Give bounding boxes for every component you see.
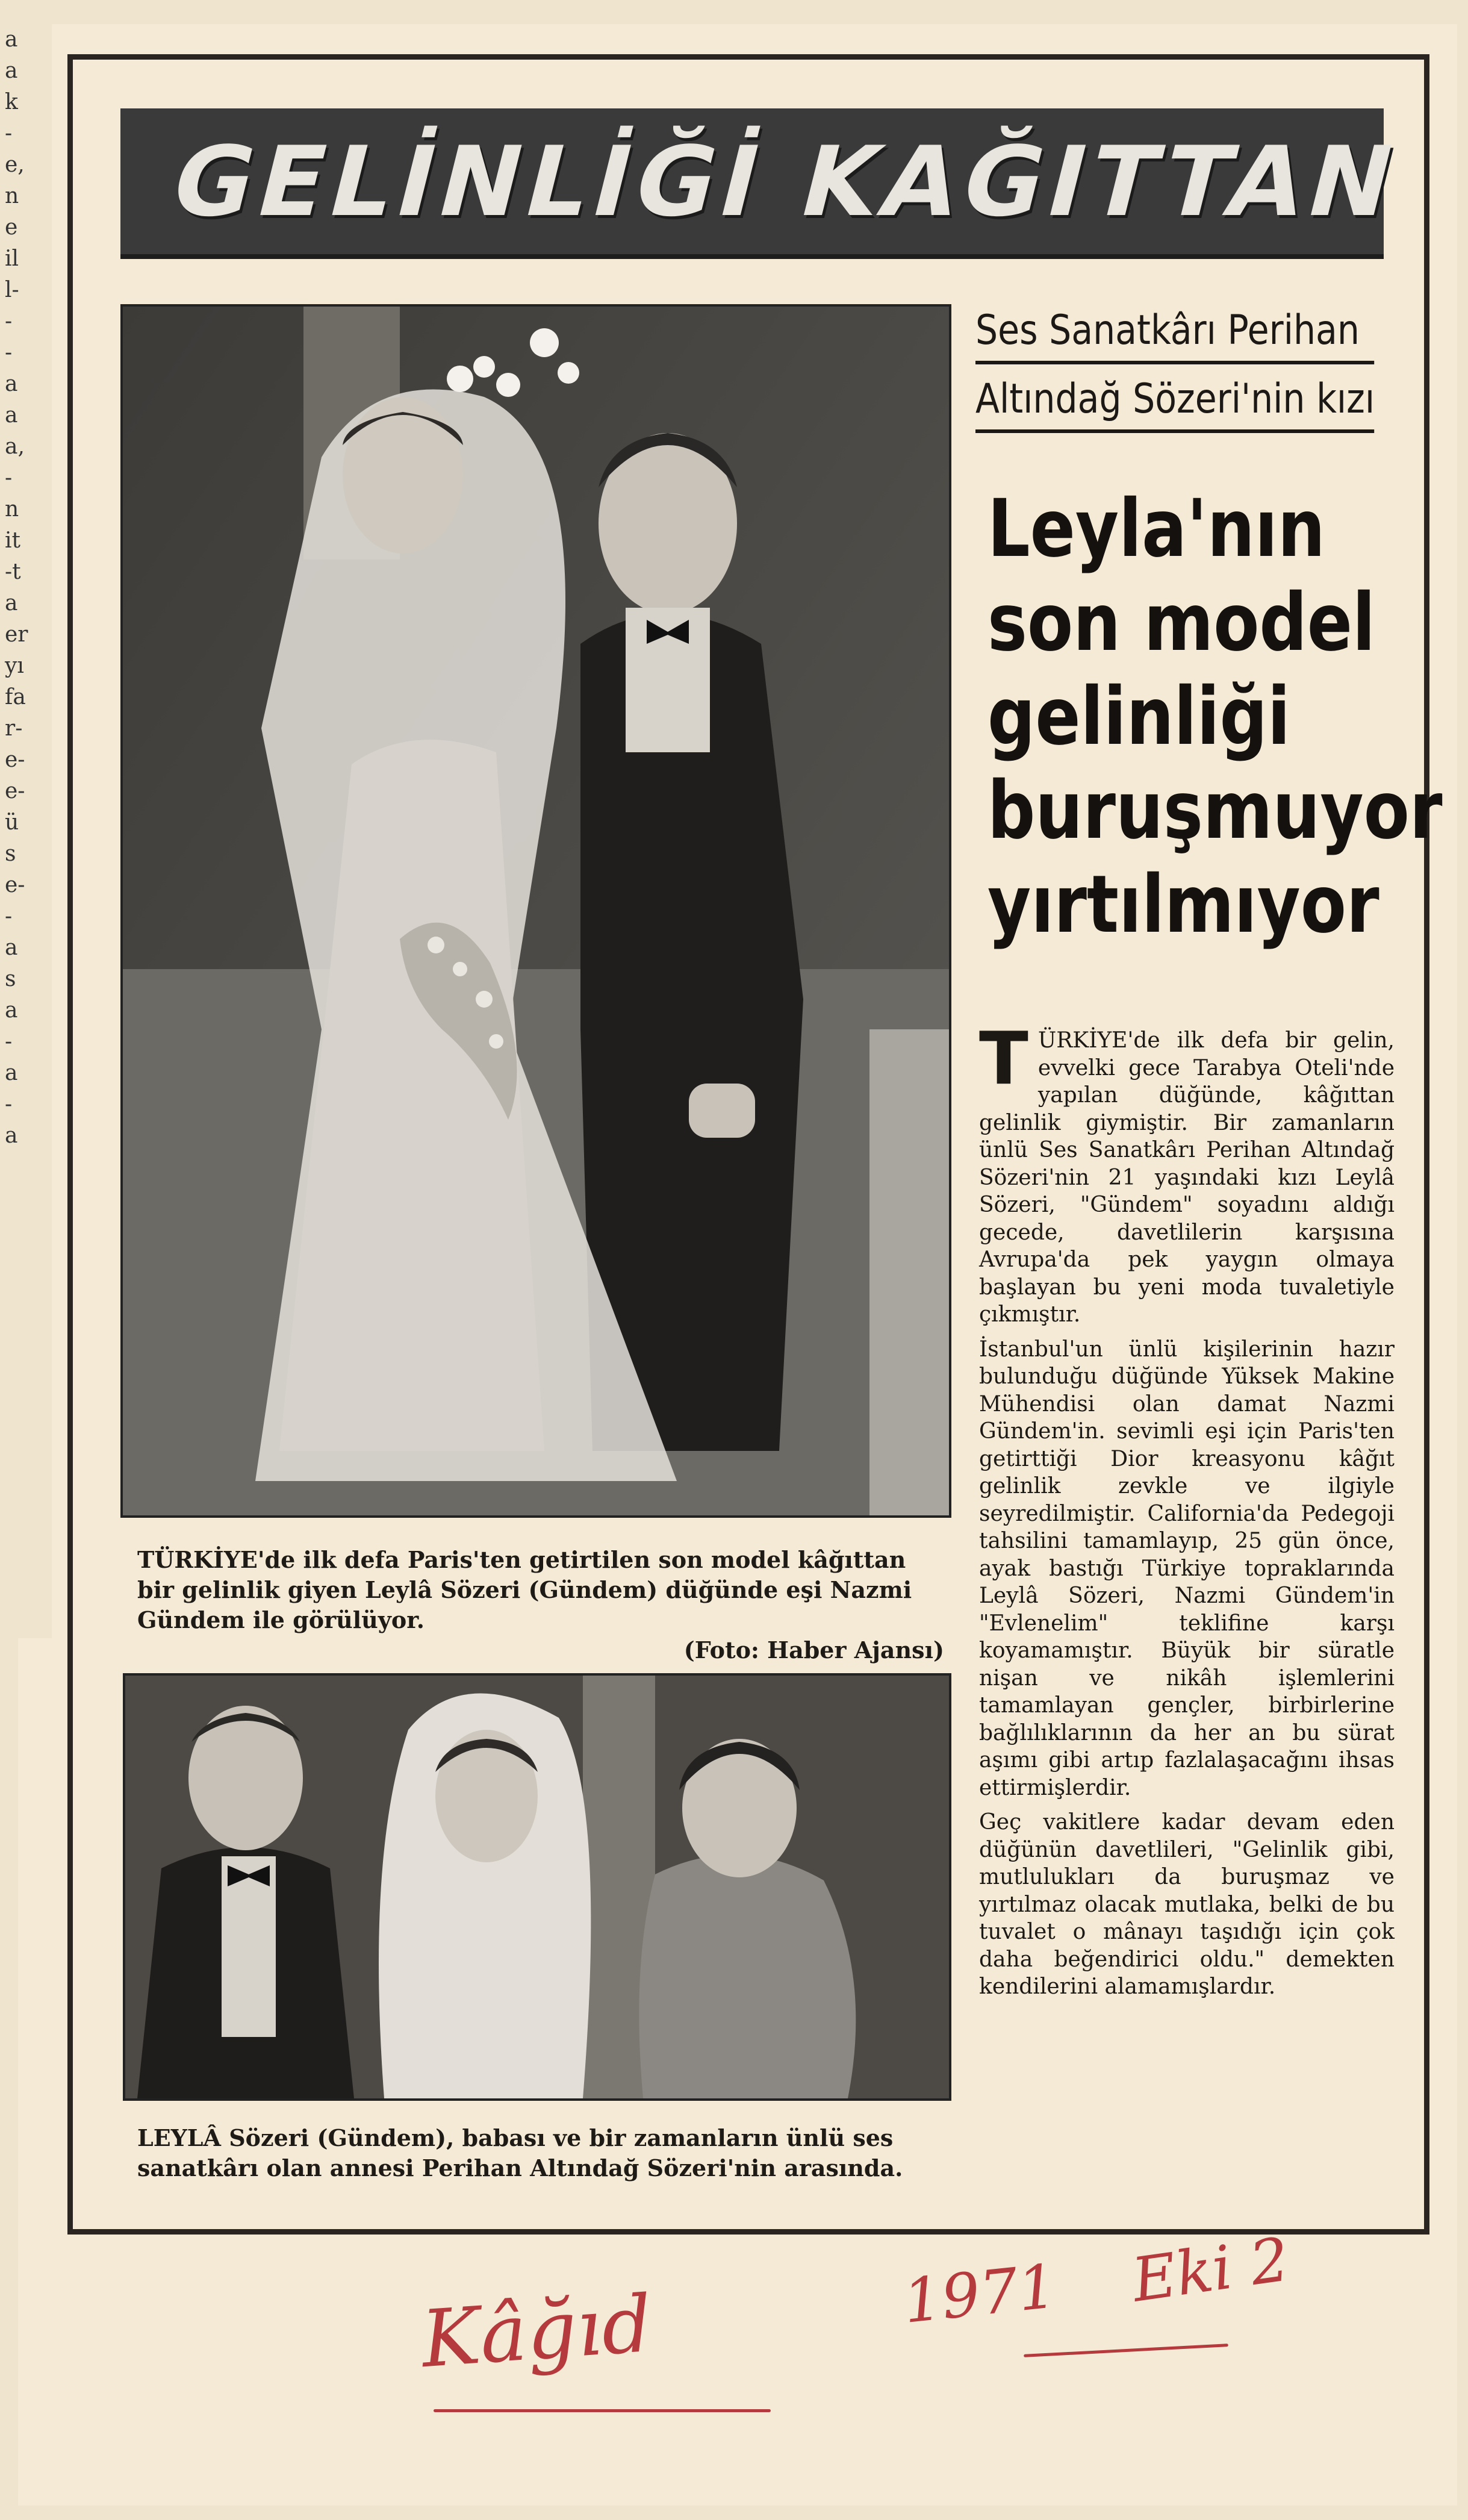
headline-line: son model	[987, 576, 1376, 669]
margin-fragment: -	[5, 904, 13, 929]
photo1-caption	[137, 1545, 944, 1665]
article-kicker	[975, 304, 1375, 441]
photo2-caption	[137, 2123, 944, 2183]
drop-cap: T	[979, 1017, 1028, 1101]
margin-fragment: a	[5, 998, 18, 1023]
margin-fragment: -	[5, 121, 13, 146]
article-body	[979, 1017, 1395, 2008]
article-title: GELİNLİĞİ KAĞITTAN	[160, 125, 1411, 238]
margin-fragment: er	[5, 622, 28, 647]
paragraph-1-text: ÜRKİYE'de ilk defa bir gelin, evvelki gece Tarabya Oteli'nde yapılan düğünde, kâğıttan gelinlik giymiştir. Bir zamanların ünlü Ses Sanatkârı Perihan Altındağ Sözeri'nin 21 yaşındaki kızı Leylâ Sözeri, "Gündem" soyadını aldığı gecede, davetlilerin karşısına Avrupa'da pek yaygın olmaya başlayan bu yeni moda tuvaletiyle çıkmıştır.	[979, 1028, 1395, 1327]
margin-fragment: e-	[5, 779, 25, 803]
photo-credit: (Foto: Haber Ajansı)	[683, 1636, 944, 1664]
margin-fragment: k	[5, 90, 18, 114]
margin-fragment: -	[5, 1092, 13, 1117]
wedding-couple-photo-illustration	[123, 307, 949, 1515]
wedding-couple-photo	[120, 304, 951, 1518]
bride-with-parents-illustration	[125, 1676, 949, 2098]
margin-fragment: -	[5, 309, 13, 334]
margin-fragment: a	[5, 591, 18, 616]
article-paragraph-2: İstanbul'un ünlü kişilerinin hazır bulunduğu düğünde Yüksek Makine Mühendisi olan damat Nazmi Gündem'in. sevimli eşi için Paris'ten getirttiği Dior kreasyonu kâğıt gelinlik zevkle ve ilgiyle seyredilmiştir. California'da Pedegoji tahsilini tamamlayıp, 25 gün önce, ayak bastığı Türkiye topraklarında Leylâ Sözeri, Nazmi Gündem'in "Evlenelim" teklifine karşı koyamamıştır. Büyük bir süratle nişan ve nikâh işlemlerini tamamlayan gençler, birbirlerine bağlılıklarının da her an bu sürat aşımı gibi artıp fazlalaşacağını ihsas ettirmişlerdir.	[979, 1336, 1395, 1800]
photo1-caption-text: TÜRKİYE'de ilk defa Paris'ten getirtilen son model kâğıttan bir gelinlik giyen Leylâ Sözeri (Gündem) düğünde eşi Nazmi Gündem ile görülüyor.	[137, 1546, 912, 1633]
margin-fragment: il	[5, 246, 19, 271]
headline-line: gelinliği	[987, 670, 1290, 763]
bride-with-parents-photo	[123, 1673, 951, 2101]
margin-fragment: a	[5, 58, 18, 83]
photo2-caption-text: LEYLÂ Sözeri (Gündem), babası ve bir zamanların ünlü ses sanatkârı olan annesi Perihan Altındağ Sözeri'nin arasında.	[137, 2124, 903, 2182]
margin-fragment: a	[5, 372, 18, 396]
margin-fragment: yı	[5, 653, 24, 678]
margin-fragment: -t	[5, 560, 21, 584]
article-paragraph-3: Geç vakitlere kadar devam eden düğünün davetlileri, "Gelinlik gibi, mutlulukları da buruşmaz ve yırtılmaz olacak mutlaka, belki de bu tuvalet o mânayı taşıdığı için çok daha beğendirici oldu." demekten kendilerini alamamışlardır.	[979, 1810, 1395, 1999]
handwritten-word: Kâğıd	[418, 2277, 655, 2386]
margin-fragment: a	[5, 1061, 18, 1085]
margin-fragment: e	[5, 215, 18, 240]
article-paragraph-1	[979, 1017, 1395, 1329]
margin-fragment: it	[5, 528, 20, 553]
headline-line: buruşmuyor	[987, 764, 1443, 857]
margin-fragment: -	[5, 340, 13, 365]
margin-fragment: e-	[5, 747, 25, 772]
kicker-line-2: Altındağ Sözeri'nin kızı	[975, 373, 1374, 433]
margin-fragment: a	[5, 27, 18, 52]
title-banner	[120, 108, 1411, 259]
left-margin-text-fragments	[0, 24, 52, 1638]
margin-fragment: a	[5, 403, 18, 428]
margin-fragment: s	[5, 841, 16, 866]
article-headline	[987, 482, 1443, 952]
kicker-line-1: Ses Sanatkârı Perihan	[975, 304, 1374, 364]
handwritten-year: 1971	[900, 2251, 1060, 2337]
handwritten-note: Eki 2	[1128, 2224, 1293, 2316]
margin-fragment: e-	[5, 873, 25, 897]
margin-fragment: fa	[5, 685, 26, 710]
margin-fragment: s	[5, 967, 16, 991]
margin-fragment: n	[5, 497, 19, 522]
margin-fragment: a,	[5, 434, 25, 459]
margin-fragment: e,	[5, 152, 25, 177]
margin-fragment: -	[5, 1029, 13, 1054]
margin-fragment: -	[5, 466, 13, 490]
margin-fragment: a	[5, 1123, 18, 1148]
margin-fragment: n	[5, 184, 19, 208]
margin-fragment: ü	[5, 810, 19, 835]
headline-line: yırtılmıyor	[987, 858, 1379, 951]
headline-line: Leyla'nın	[987, 482, 1325, 575]
margin-fragment: l-	[5, 278, 19, 302]
handwritten-underline	[434, 2409, 771, 2412]
margin-fragment: a	[5, 935, 18, 960]
margin-fragment: r-	[5, 716, 23, 741]
